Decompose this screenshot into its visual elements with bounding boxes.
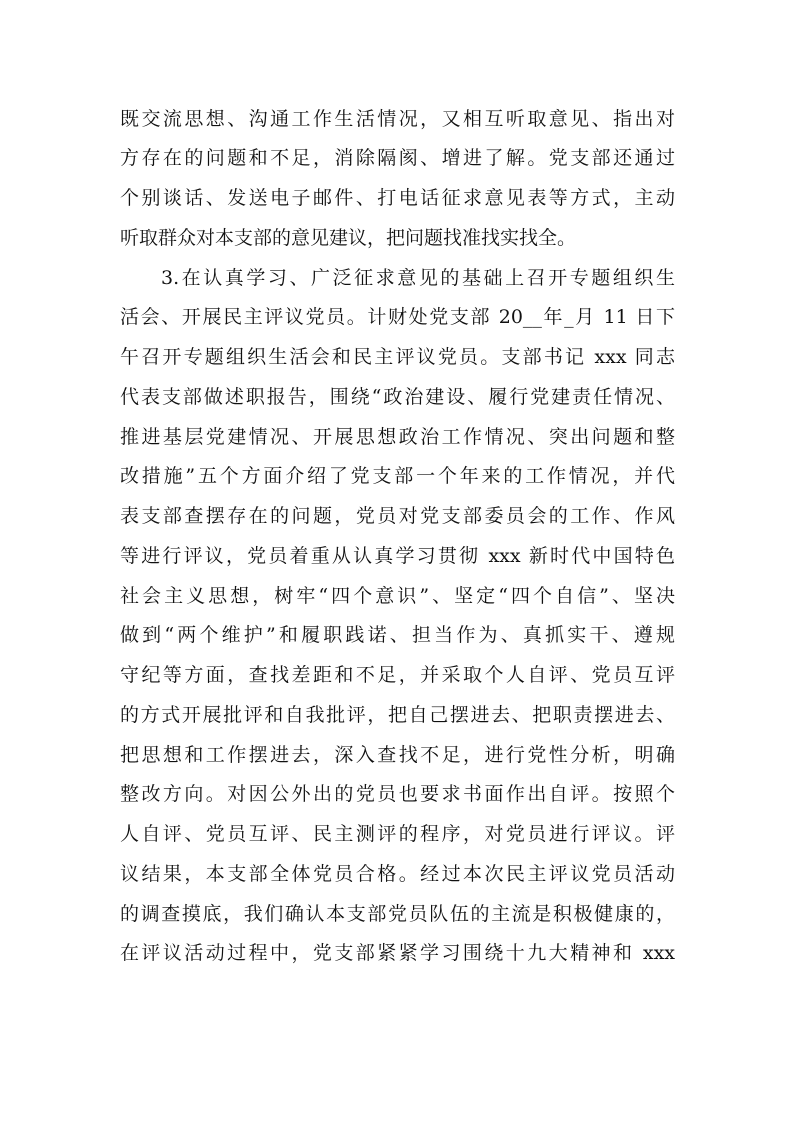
text-line: 的调查摸底，我们确认本支部党员队伍的主流是积极健康的，	[120, 903, 675, 925]
text-line: 的方式开展批评和自我批评，把自己摆进去、把职责摆进去、	[120, 704, 675, 726]
text-line: 人自评、党员互评、民主测评的程序，对党员进行评议。评	[120, 823, 675, 845]
text-line: 社会主义思想，树牢“四个意识”、坚定“四个自信”、坚决	[120, 585, 675, 607]
text-line: 在评议活动过程中，党支部紧紧学习围绕十九大精神和 xxx	[120, 942, 675, 964]
text-line: 活会、开展民主评议党员。计财处党支部 20__年_月 11 日下	[120, 306, 675, 328]
text-line: 改措施”五个方面介绍了党支部一个年来的工作情况，并代	[120, 465, 675, 487]
text-line: 把思想和工作摆进去，深入查找不足，进行党性分析，明确	[120, 744, 675, 766]
text-line: 表支部查摆存在的问题，党员对党支部委员会的工作、作风	[120, 505, 675, 527]
text-line: 个别谈话、发送电子邮件、打电话征求意见表等方式，主动	[120, 187, 675, 209]
text-line: 代表支部做述职报告，围绕“政治建设、履行党建责任情况、	[120, 386, 675, 408]
text-line: 守纪等方面，查找差距和不足，并采取个人自评、党员互评	[120, 664, 675, 686]
text-line: 3.在认真学习、广泛征求意见的基础上召开专题组织生	[161, 267, 675, 289]
text-line: 午召开专题组织生活会和民主评议党员。支部书记 xxx 同志	[120, 346, 675, 368]
text-line: 做到“两个维护”和履职践诺、担当作为、真抓实干、遵规	[120, 624, 675, 646]
text-line: 听取群众对本支部的意见建议，把问题找准找实找全。	[120, 227, 577, 249]
text-line: 整改方向。对因公外出的党员也要求书面作出自评。按照个	[120, 783, 675, 805]
text-line: 既交流思想、沟通工作生活情况，又相互听取意见、指出对	[120, 108, 675, 130]
text-line: 推进基层党建情况、开展思想政治工作情况、突出问题和整	[120, 426, 675, 448]
text-line: 议结果，本支部全体党员合格。经过本次民主评议党员活动	[120, 863, 675, 885]
text-line: 方存在的问题和不足，消除隔阂、增进了解。党支部还通过	[120, 147, 675, 169]
text-line: 等进行评议，党员着重从认真学习贯彻 xxx 新时代中国特色	[120, 545, 675, 567]
